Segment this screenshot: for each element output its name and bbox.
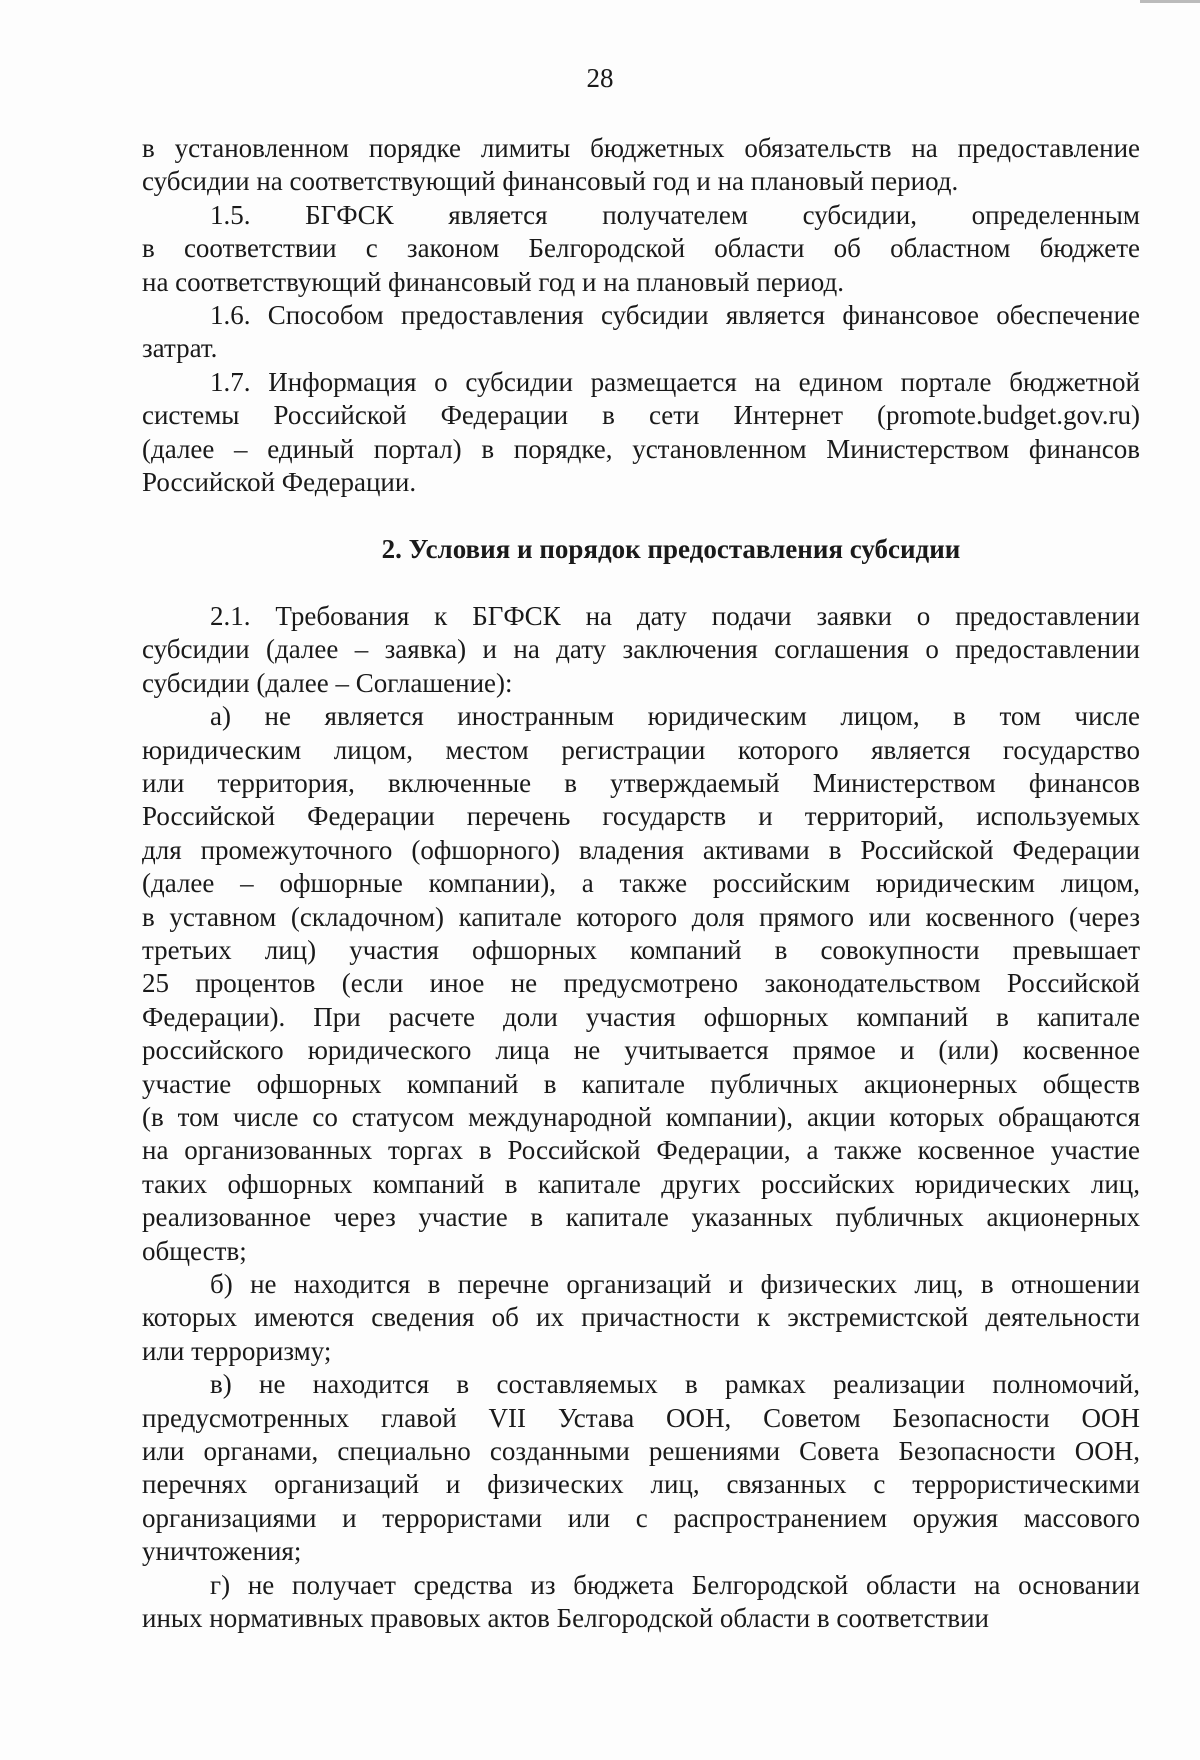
paragraph-line: Российской Федерации перечень государств и территорий, используемых — [142, 801, 1140, 832]
paragraph-line: таких офшорных компаний в капитале других российских юридических лиц, — [142, 1168, 1140, 1199]
paragraph-line: в уставном (складочном) капитале которого доля прямого или косвенного (через — [142, 901, 1140, 932]
paragraph-line: системы Российской Федерации в сети Интернет (promote.budget.gov.ru) — [142, 400, 1140, 431]
paragraph-line: в соответствии с законом Белгородской области об областном бюджете — [142, 233, 1140, 264]
paragraph-line: (далее – офшорные компании), а также российским юридическим лицом, — [142, 868, 1140, 899]
section-paragraphs — [142, 600, 1140, 1636]
paragraph-line: Российской Федерации. — [142, 467, 417, 498]
paragraph-line: организациями и террористами или с распространением оружия массового — [142, 1502, 1140, 1533]
paragraph-line: 1.7. Информация о субсидии размещается на едином портале бюджетной — [210, 366, 1140, 397]
paragraph-line: третьих лиц) участия офшорных компаний в совокупности превышает — [142, 934, 1140, 965]
paragraph-line: уничтожения; — [142, 1536, 302, 1567]
document-body — [142, 132, 1140, 1635]
paragraph-line: 2.1. Требования к БГФСК на дату подачи заявки о предоставлении — [210, 600, 1140, 631]
paragraph-line: предусмотренных главой VII Устава ООН, Советом Безопасности ООН — [142, 1402, 1140, 1433]
paragraph-line: Федерации). При расчете доли участия офшорных компаний в капитале — [142, 1001, 1140, 1032]
paragraph-line: субсидии (далее – Соглашение): — [142, 667, 513, 698]
paragraph-line: или органами, специально созданными решениями Совета Безопасности ООН, — [142, 1436, 1140, 1467]
paragraph-line: (далее – единый портал) в порядке, установленном Министерством финансов — [142, 433, 1140, 464]
paragraph-line: участие офшорных компаний в капитале публичных акционерных обществ — [142, 1068, 1140, 1099]
intro-paragraphs — [142, 132, 1140, 499]
paragraph-line: или терроризму; — [142, 1335, 332, 1366]
paragraph-line: (в том числе со статусом международной компании), акции которых обращаются — [142, 1101, 1140, 1132]
paragraph-line: субсидии на соответствующий финансовый год и на плановый период. — [142, 166, 959, 197]
paragraph-line: в установленном порядке лимиты бюджетных обязательств на предоставление — [142, 133, 1140, 163]
paragraph-line: реализованное через участие в капитале указанных публичных акционерных — [142, 1202, 1140, 1233]
paragraph-line: российского юридического лица не учитывается прямое и (или) косвенное — [142, 1035, 1140, 1066]
paragraph-line: юридическим лицом, местом регистрации которого является государство — [142, 734, 1140, 765]
paragraph-line: на организованных торгах в Российской Федерации, а также косвенное участие — [142, 1135, 1140, 1166]
section-heading: 2. Условия и порядок предоставления субсидии — [381, 534, 961, 565]
paragraph-line: а) не является иностранным юридическим лицом, в том числе — [210, 701, 1140, 732]
paragraph-line: на соответствующий финансовый год и на плановый период. — [142, 266, 844, 297]
paragraph-line: или территория, включенные в утверждаемый Министерством финансов — [142, 767, 1140, 798]
paragraph-line: обществ; — [142, 1235, 247, 1266]
paragraph-line: перечнях организаций и физических лиц, связанных с террористическими — [142, 1469, 1140, 1500]
paragraph-line: в) не находится в составляемых в рамках реализации полномочий, — [210, 1369, 1140, 1400]
paragraph-line: субсидии (далее – заявка) и на дату заключения соглашения о предоставлении — [142, 634, 1140, 665]
paragraph-line: затрат. — [142, 333, 218, 364]
paragraph-line: которых имеются сведения об их причастности к экстремистской деятельности — [142, 1302, 1140, 1333]
page-number: 28 — [586, 63, 614, 93]
paragraph-line: г) не получает средства из бюджета Белгородской области на основании — [210, 1569, 1140, 1600]
paragraph-line: б) не находится в перечне организаций и физических лиц, в отношении — [210, 1269, 1140, 1299]
paragraph-line: 1.5. БГФСК является получателем субсидии, определенным — [210, 199, 1140, 230]
paragraph-line: иных нормативных правовых актов Белгородской области в соответствии — [142, 1603, 989, 1634]
paragraph-line: для промежуточного (офшорного) владения активами в Российской Федерации — [142, 834, 1140, 865]
paragraph-line: 25 процентов (если иное не предусмотрено законодательством Российской — [142, 968, 1140, 999]
scan-edge-mark — [1140, 0, 1200, 3]
paragraph-line: 1.6. Способом предоставления субсидии является финансовое обеспечение — [210, 300, 1140, 331]
